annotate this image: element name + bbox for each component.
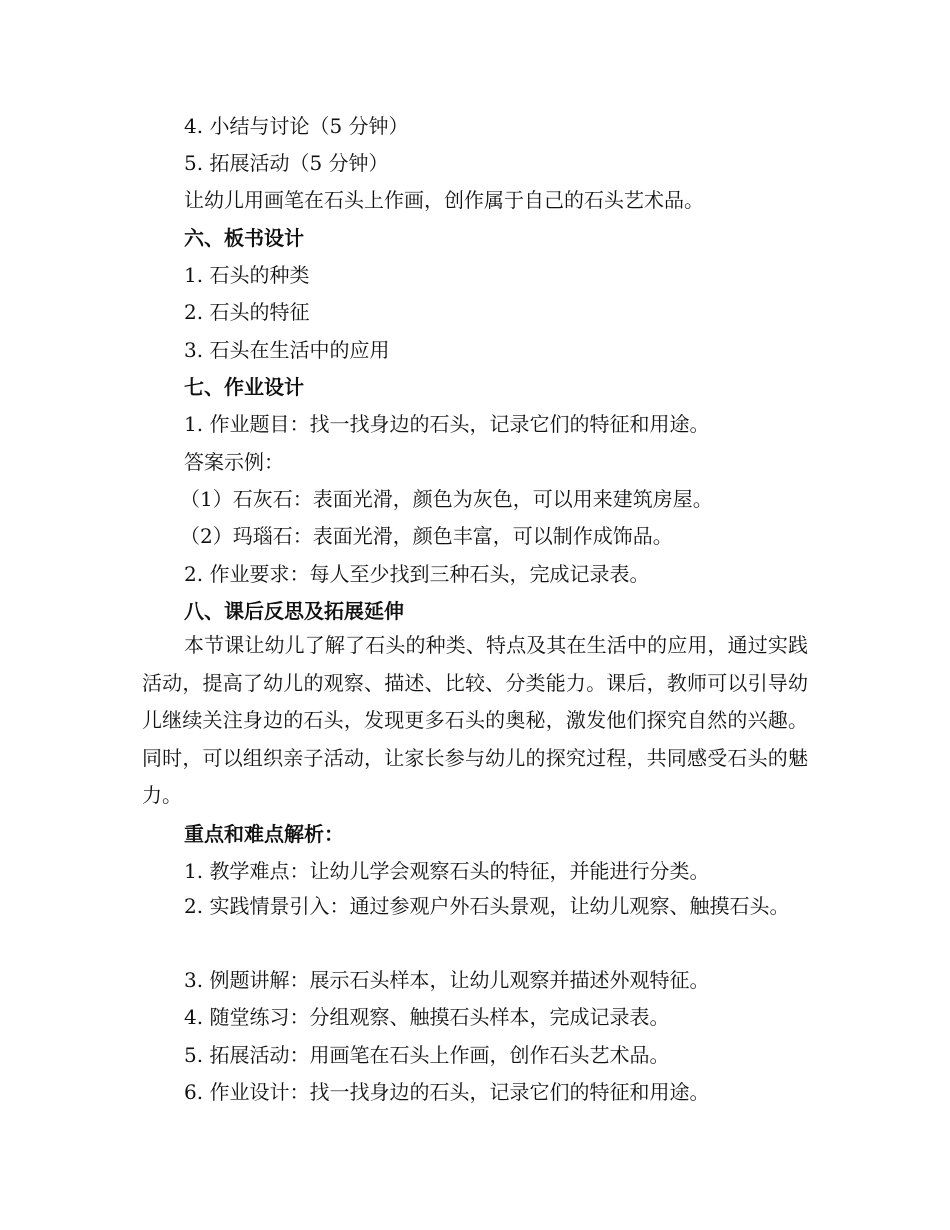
key-point-5: 5. 拓展活动：用画笔在石头上作画，创作石头艺术品。 bbox=[184, 1043, 670, 1067]
answer-example-label: 答案示例： bbox=[184, 450, 284, 474]
section-heading-reflection: 八、课后反思及拓展延伸 bbox=[184, 599, 404, 623]
reflection-paragraph: 本节课让幼儿了解了石头的种类、特点及其在生活中的应用，通过实践活动，提高了幼儿的观察、描述、比较、分类能力。课后，教师可以引导幼儿继续关注身边的石头，发现更多石头的奥秘，激发他们探究自然的兴趣。同时，可以组织亲子活动，让家长参与幼儿的探究过程，共同感受石头的魅力。 bbox=[142, 633, 808, 807]
board-item-3: 3. 石头在生活中的应用 bbox=[184, 338, 390, 362]
section-heading-board-design: 六、板书设计 bbox=[184, 226, 304, 250]
board-item-1: 1. 石头的种类 bbox=[184, 263, 310, 287]
answer-example-2: （2）玛瑙石：表面光滑，颜色丰富，可以制作成饰品。 bbox=[180, 524, 673, 548]
key-points-heading: 重点和难点解析： bbox=[184, 822, 344, 846]
list-item-extension: 5. 拓展活动（5 分钟） bbox=[184, 151, 389, 175]
key-point-3: 3. 例题讲解：展示石头样本，让幼儿观察并描述外观特征。 bbox=[184, 968, 710, 992]
homework-requirement: 2. 作业要求：每人至少找到三种石头，完成记录表。 bbox=[184, 562, 650, 586]
answer-example-1: （1）石灰石：表面光滑，颜色为灰色，可以用来建筑房屋。 bbox=[180, 487, 713, 511]
key-point-1: 1. 教学难点：让幼儿学会观察石头的特征，并能进行分类。 bbox=[184, 859, 710, 883]
key-point-6: 6. 作业设计：找一找身边的石头，记录它们的特征和用途。 bbox=[184, 1080, 710, 1104]
board-item-2: 2. 石头的特征 bbox=[184, 300, 310, 324]
key-point-2: 2. 实践情景引入：通过参观户外石头景观，让幼儿观察、触摸石头。 bbox=[184, 894, 790, 918]
key-point-4: 4. 随堂练习：分组观察、触摸石头样本，完成记录表。 bbox=[184, 1005, 670, 1029]
section-heading-homework: 七、作业设计 bbox=[184, 375, 304, 399]
homework-topic: 1. 作业题目：找一找身边的石头，记录它们的特征和用途。 bbox=[184, 412, 710, 436]
list-item-summary: 4. 小结与讨论（5 分钟） bbox=[184, 114, 409, 138]
extension-description: 让幼儿用画笔在石头上作画，创作属于自己的石头艺术品。 bbox=[184, 188, 704, 212]
